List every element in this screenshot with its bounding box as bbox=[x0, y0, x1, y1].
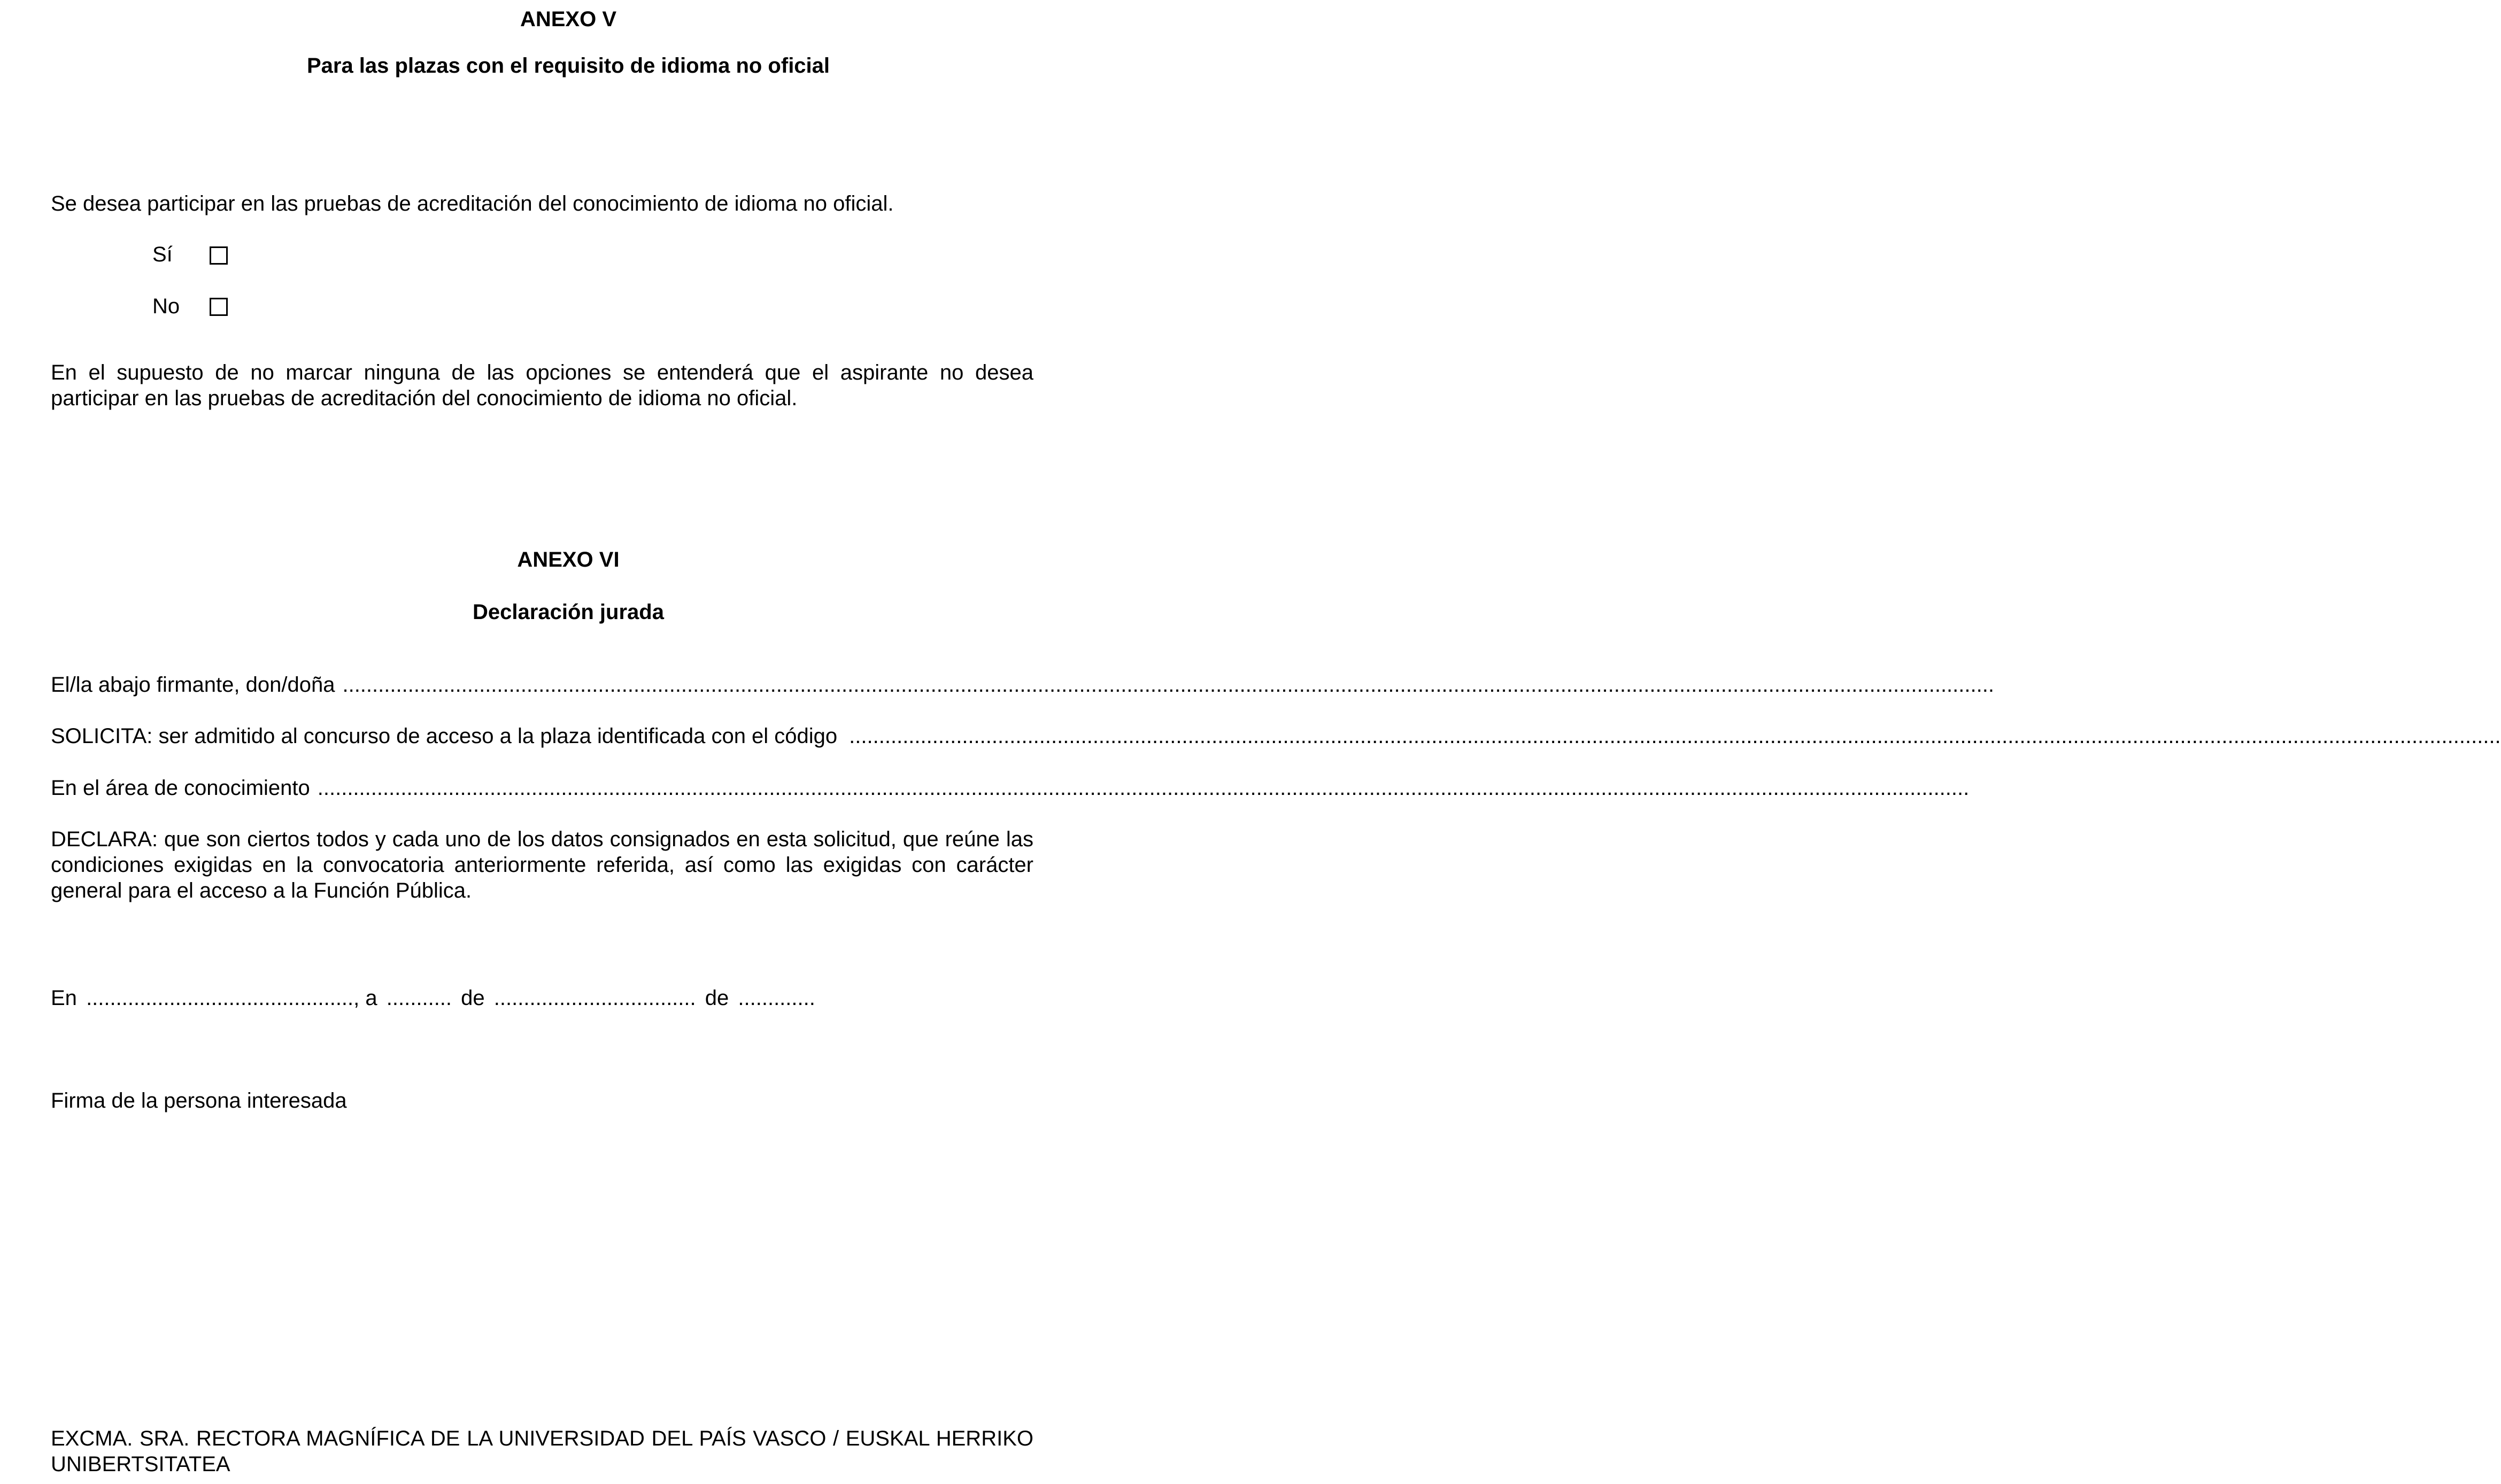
month-field[interactable]: .................................. bbox=[493, 986, 696, 1010]
place-field[interactable]: ............................................. bbox=[86, 986, 354, 1010]
addressee: EXCMA. SRA. RECTORA MAGNÍFICA DE LA UNIVERSIDAD DEL PAÍS VASCO / EUSKAL HERRIKO UNIBERTSITATEA bbox=[51, 1427, 1033, 1476]
option-yes-checkbox[interactable] bbox=[210, 246, 228, 265]
date-a-label: , a bbox=[353, 986, 377, 1010]
annex-vi-subtitle: Declaración jurada bbox=[473, 600, 664, 624]
option-yes-label: Sí bbox=[152, 243, 173, 266]
signer-name-label: El/la abajo firmante, don/doña bbox=[51, 673, 335, 697]
date-line bbox=[51, 985, 815, 1011]
date-de-label-1: de bbox=[461, 986, 485, 1010]
option-no-label: No bbox=[152, 295, 180, 318]
annex-vi-title: ANEXO VI bbox=[517, 548, 620, 571]
participation-question: Se desea participar en las pruebas de acreditación del conocimiento de idioma no oficial. bbox=[51, 192, 894, 215]
position-code-field[interactable] bbox=[51, 723, 2501, 749]
option-no-checkbox[interactable] bbox=[210, 298, 228, 316]
solicita-label: SOLICITA: ser admitido al concurso de acceso a la plaza identificada con el código bbox=[51, 724, 838, 748]
date-en-label: En bbox=[51, 986, 77, 1010]
day-field[interactable]: ........... bbox=[386, 986, 452, 1010]
declaration-paragraph: DECLARA: que son ciertos todos y cada uno de los datos consignados en esta solicitud, que reúne las condiciones exigidas en la convocatoria anteriormente referida, así como las exigidas con carácter general para el acceso a la Función Pública. bbox=[51, 828, 1033, 902]
signer-name-field[interactable] bbox=[51, 672, 1994, 698]
annex-v-subtitle: Para las plazas con el requisito de idioma no oficial bbox=[306, 54, 830, 78]
signature-label: Firma de la persona interesada bbox=[51, 1089, 347, 1112]
knowledge-area-label: En el área de conocimiento bbox=[51, 776, 310, 800]
signer-name-dots: ...................................................................................................................................................................................................................................................................................... bbox=[342, 673, 1994, 697]
knowledge-area-field[interactable] bbox=[51, 775, 1970, 801]
position-code-dots: ...................................................................................................................................................................................................................................................................................... bbox=[849, 724, 2501, 748]
annex-v-title: ANEXO V bbox=[520, 7, 617, 31]
no-selection-note: En el supuesto de no marcar ninguna de las opciones se entenderá que el aspirante no desea participar en las pruebas de acreditación del conocimiento de idioma no oficial. bbox=[51, 361, 1033, 410]
knowledge-area-dots: ...................................................................................................................................................................................................................................................................................... bbox=[317, 776, 1970, 800]
date-de-label-2: de bbox=[705, 986, 729, 1010]
year-field[interactable]: ............. bbox=[738, 986, 815, 1010]
